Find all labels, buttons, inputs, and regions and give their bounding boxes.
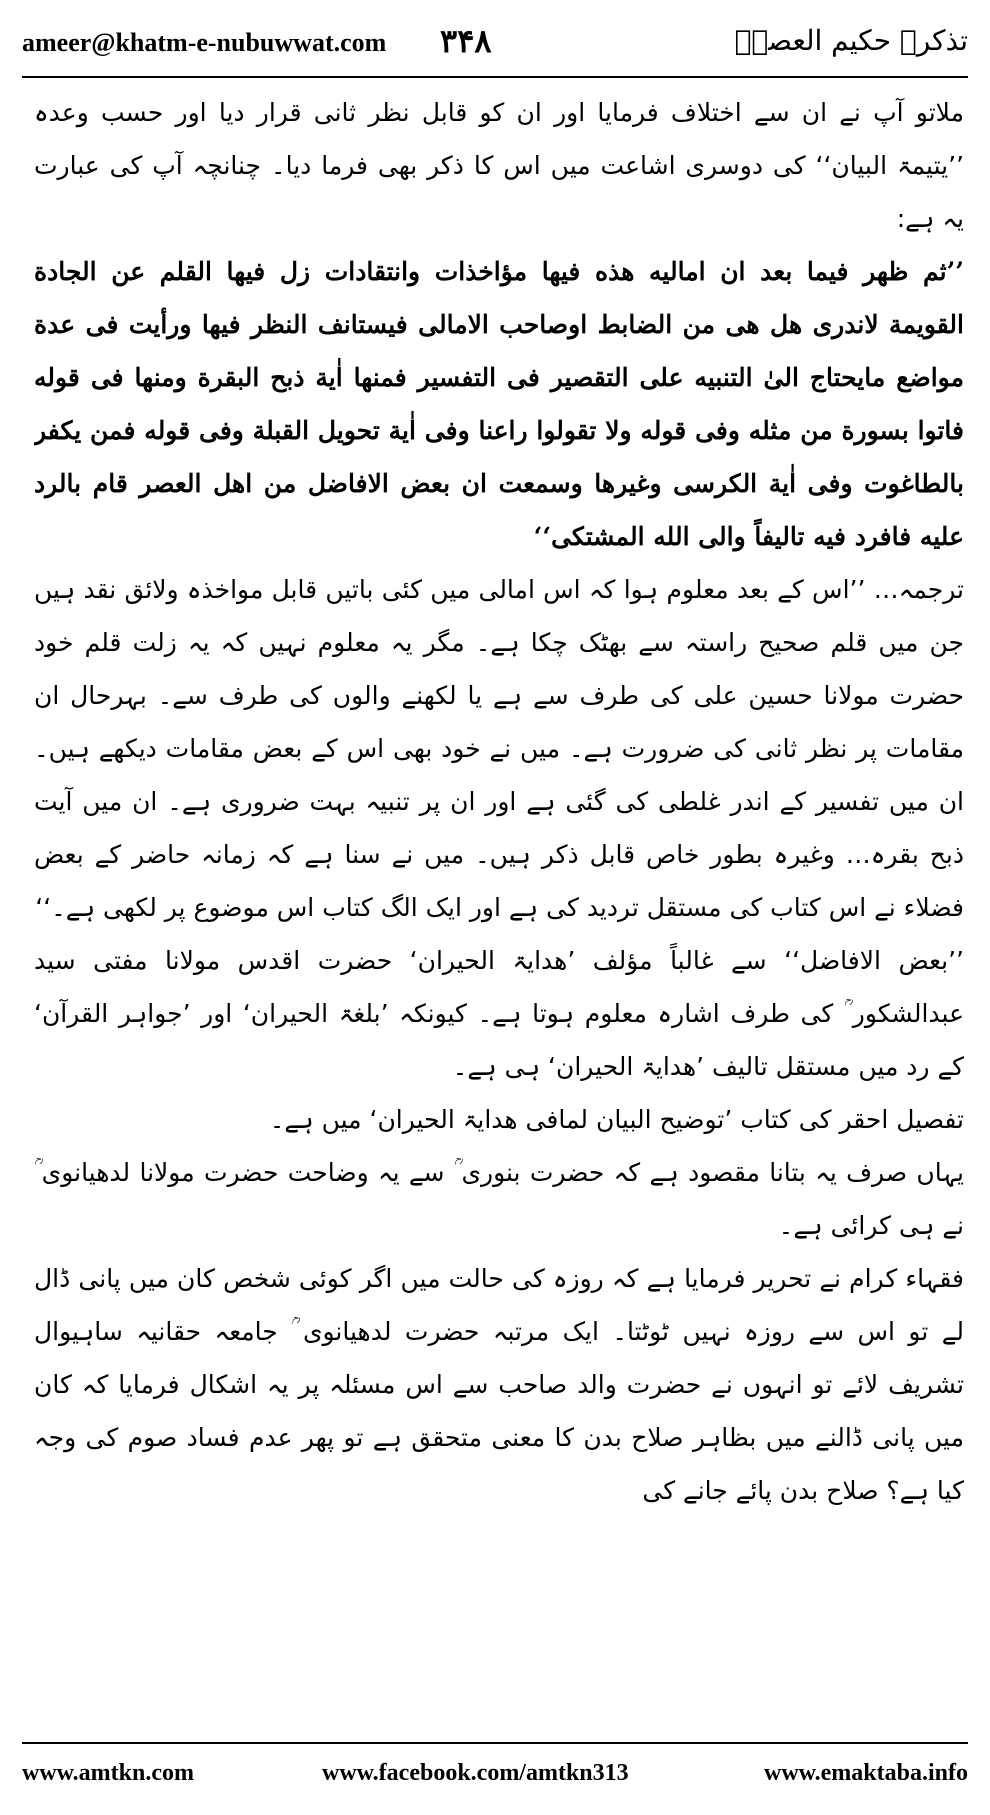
header-email: ameer@khatm-e-nubuwwat.com xyxy=(22,28,387,57)
footer-divider xyxy=(22,1742,968,1744)
footer-link-amtkn[interactable]: www.amtkn.com xyxy=(22,1760,194,1786)
header-divider xyxy=(22,76,968,78)
page-number: ۳۴۸ xyxy=(440,22,492,60)
paragraph-intro: ملاتو آپ نے ان سے اختلاف فرمایا اور ان کو قابل نظر ثانی قرار دیا اور حسب وعدہ ’’یتیمۃ البیان‘‘ کی دوسری اشاعت میں اس کا ذکر بھی فرما دیا۔ چنانچہ آپ کی عبارت یہ ہے: xyxy=(34,98,964,233)
paragraph-tafseel: تفصیل احقر کی کتاب ’توضیح البیان لمافی ھدایۃ الحیران‘ میں ہے۔ xyxy=(269,1105,964,1134)
paragraph-bad-al-afazil: ’’بعض الافاضل‘‘ سے غالباً مؤلف ’ھدایۃ الحیران‘ حضرت اقدس مولانا مفتی سید عبدالشکور ؒ کی طرف اشارہ معلوم ہوتا ہے۔ کیونکہ ’بلغۃ الحیران‘ اور ’جواہر القرآن‘ کے رد میں مستقل تالیف ’ھدایۃ الحیران‘ ہی ہے۔ xyxy=(34,946,964,1081)
arabic-quotation: ’’ثم ظهر فيما بعد ان اماليه هذه فيها مؤاخذات وانتقادات زل فيها القلم عن الجادة القويمة لاندرى هل هى من الضابط اوصاحب الامالى فيستانف النظر فيها ورأيت فى عدة مواضع مايحتاج الىٰ التنبيه على التقصير فى التفسير فمنها اٰية ذبح البقرة ومنها فى قوله فاتوا بسورة من مثله وفى قوله ولا تقولوا راعنا وفى اٰية تحويل القبلة وفى قوله فمن يكفر بالطاغوت وفى اٰية الكرسى وغيرها وسمعت ان بعض الافاضل من اهل العصر قام بالرد عليه فافرد فيه تاليفاً والى الله المشتكى‘‘ xyxy=(34,257,964,551)
paragraph-translation: ترجمہ… ’’اس کے بعد معلوم ہوا کہ اس امالی میں کئی باتیں قابل مواخذہ ولائق نقد ہیں جن میں قلم صحیح راستہ سے بھٹک چکا ہے۔ مگر یہ معلوم نہیں کہ یہ زلت قلم خود حضرت مولانا حسین علی کی طرف سے ہے یا لکھنے والوں کی طرف سے۔ بہرحال ان مقامات پر نظر ثانی کی ضرورت ہے۔ میں نے خود بھی اس کے بعض مقامات دیکھے ہیں۔ ان میں تفسیر کے اندر غلطی کی گئی ہے اور ان پر تنبیہ بہت ضروری ہے۔ ان میں آیت ذبح بقرہ… وغیرہ بطور خاص قابل ذکر ہیں۔ میں نے سنا ہے کہ زمانہ حاضر کے بعض فضلاء نے اس کتاب کی مستقل تردید کی ہے اور ایک الگ کتاب اس موضوع پر لکھی ہے۔‘‘ xyxy=(34,575,964,922)
book-title: تذکرہ حکیم العصرؒ xyxy=(734,24,968,57)
page-header xyxy=(22,18,968,70)
footer-link-emaktaba[interactable]: www.emaktaba.info xyxy=(763,1760,968,1786)
footer-link-facebook[interactable]: www.facebook.com/amtkn313 xyxy=(322,1760,629,1786)
page-footer xyxy=(22,1760,968,1796)
paragraph-fuqaha: فقہاء کرام نے تحریر فرمایا ہے کہ روزہ کی حالت میں اگر کوئی شخص کان میں پانی ڈال لے تو اس سے روزہ نہیں ٹوٹتا۔ ایک مرتبہ حضرت لدھیانوی ؒ جامعہ حقانیہ ساہیوال تشریف لائے تو انہوں نے حضرت والد صاحب سے اس مسئلہ پر یہ اشکال فرمایا کہ کان میں پانی ڈالنے میں بظاہر صلاح بدن کا معنی متحقق ہے تو پھر عدم فساد صوم کی وجہ کیا ہے؟ صلاح بدن پائے جانے کی xyxy=(34,1264,964,1505)
page-body xyxy=(34,86,964,1723)
paragraph-wazahat: یہاں صرف یہ بتانا مقصود ہے کہ حضرت بنوری ؒ سے یہ وضاحت حضرت مولانا لدھیانوی ؒ نے ہی کرائی ہے۔ xyxy=(34,1158,964,1240)
